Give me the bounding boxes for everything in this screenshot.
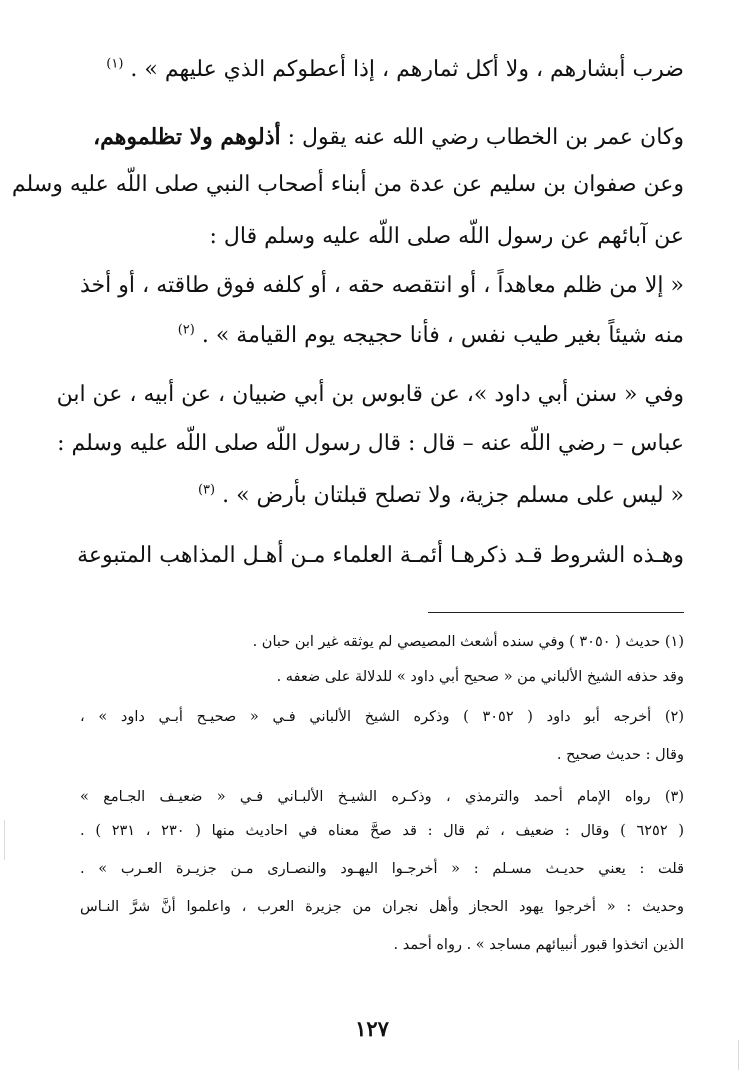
body-line-3: وعن صفوان بن سليم عن عدة من أبناء أصحاب النبي صلى اللّه عليه وسلم: [11, 172, 684, 197]
scan-edge-mark: [4, 820, 5, 860]
footnote-3-line-3: قلت : يعني حديـث مسـلم : « أخرجـوا اليهـود والنصـارى مـن جزيـرة العـرب » .: [80, 861, 684, 877]
footnote-1-line-2: وقد حذفه الشيخ الألباني من « صحيح أبي داود » للدلالة على ضعفه .: [276, 669, 684, 685]
footnote-ref-1: (١): [106, 56, 124, 72]
body-line-7: وفي « سنن أبي داود »، عن قابوس بن أبي ضبيان ، عن أبيه ، عن ابن: [56, 382, 684, 407]
page-number: ١٢٧: [355, 1016, 389, 1041]
footnote-separator: [428, 612, 684, 613]
scan-edge-mark: [738, 1040, 739, 1070]
body-line-1: [80, 56, 684, 85]
footnote-2-line-2: وقال : حديث صحيح .: [556, 747, 684, 763]
body-line-1-text: ضرب أبشارهم ، ولا أكل ثمارهم ، إذا أعطوكم الذي عليهم » .: [130, 57, 684, 82]
footnote-3-line-2: ( ٦٢٥٢ ) وقال : ضعيف ، ثم قال : قد صحَّ معناه في احاديث منها ( ٢٣٠ ، ٢٣١ ) .: [80, 823, 685, 839]
body-line-9: [80, 482, 684, 511]
footnote-3-line-4: وحديث : « أخرجوا يهود الحجاز وأهل نجران من جزيرة العرب ، واعلموا أنَّ شرَّ النـاس: [80, 899, 684, 915]
body-line-2: [80, 123, 684, 153]
footnote-3-line-5: الذين اتخذوا قبور أنبيائهم مساجد » . رواه أحمد .: [393, 937, 684, 953]
body-line-4: عن آبائهم عن رسول اللّه صلى اللّه عليه وسلم قال :: [209, 224, 684, 249]
body-line-10: وهـذه الشروط قـد ذكرهـا أئمـة العلماء مـن أهـل المذاهب المتبوعة: [77, 543, 684, 568]
footnote-ref-2: (٢): [177, 322, 195, 338]
body-line-6: [80, 322, 684, 351]
body-line-8: عباس – رضي اللّه عنه – قال : قال رسول اللّه صلى اللّه عليه وسلم :: [57, 431, 684, 456]
footnote-1-line-1: (١) حديث ( ٣٠٥٠ ) وفي سنده أشعث المصيصي لم يوثقه غير ابن حبان .: [252, 634, 684, 650]
body-line-5: « إلا من ظلم معاهداً ، أو انتقصه حقه ، أو كلفه فوق طاقته ، أو أخذ: [80, 273, 684, 298]
body-line-9-text: « ليس على مسلم جزية، ولا تصلح قبلتان بأرض » .: [222, 483, 684, 508]
quote-bold: أذلوهم ولا تظلموهم،: [93, 124, 281, 150]
body-line-6-text: منه شيئاً بغير طيب نفس ، فأنا حجيجه يوم القيامة » .: [201, 323, 684, 348]
footnote-2-line-1: (٢) أخرجه أبو داود ( ٣٠٥٢ ) وذكره الشيخ الألباني فـي « صحيـح أبـي داود » ،: [80, 709, 684, 725]
body-line-2-text: وكان عمر بن الخطاب رضي الله عنه يقول :: [287, 125, 684, 150]
footnote-ref-3: (٣): [197, 482, 216, 498]
footnote-3-line-1: (٣) رواه الإمام أحمد والترمذي ، وذكـره الشيـخ الألبـاني فـي « ضعيـف الجـامع »: [80, 789, 684, 805]
